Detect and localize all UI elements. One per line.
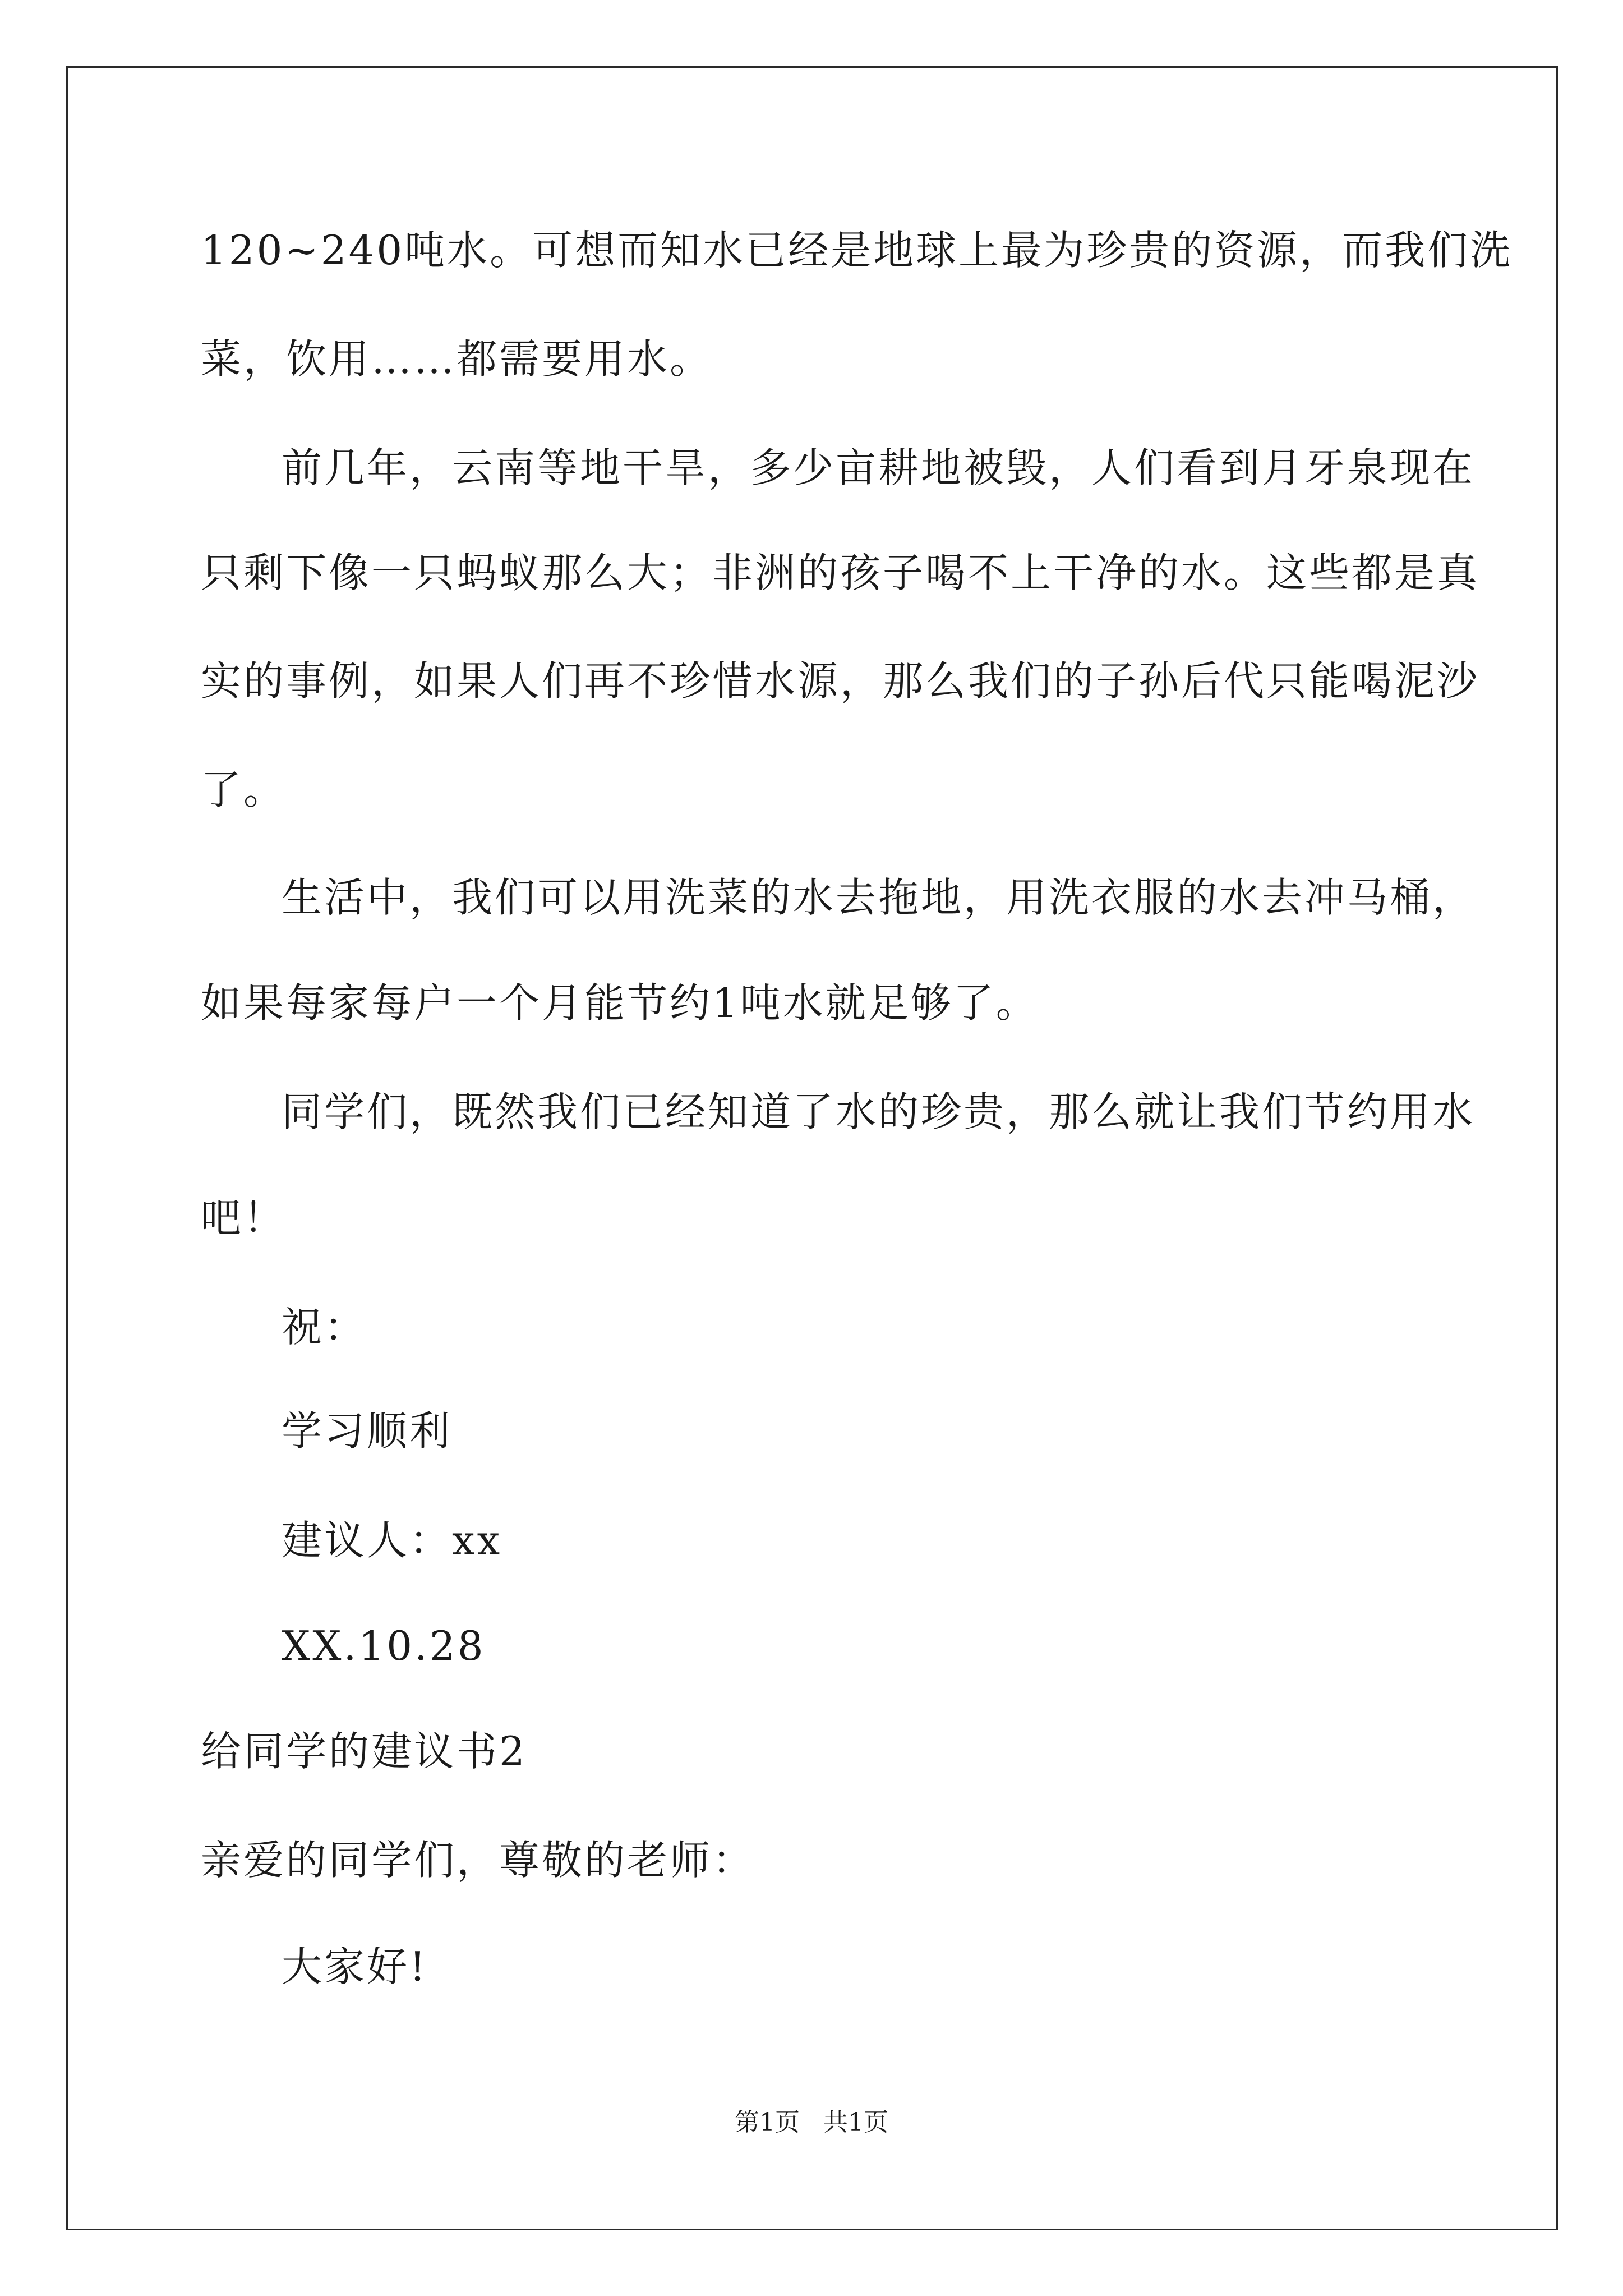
text-line: 实的事例，如果人们再不珍惜水源，那么我们的子孙后代只能喝泥沙	[201, 657, 1480, 705]
date-line: XX.10.28	[282, 1622, 486, 1669]
text-line: 只剩下像一只蚂蚁那么大；非洲的孩子喝不上干净的水。这些都是真	[201, 549, 1480, 596]
section-title: 给同学的建议书2	[201, 1728, 527, 1775]
paragraph-start: 同学们，既然我们已经知道了水的珍贵，那么就让我们节约用水	[282, 1088, 1476, 1135]
text-line: 菜，饮用……都需要用水。	[201, 335, 713, 383]
paragraph-start: 前几年，云南等地干旱，多少亩耕地被毁，人们看到月牙泉现在	[282, 444, 1476, 491]
page-border	[66, 66, 1558, 2230]
text-line: 如果每家每户一个月能节约1吨水就足够了。	[201, 979, 1039, 1027]
signature-line: 建议人：xx	[282, 1517, 502, 1564]
closing-salutation: 祝：	[282, 1304, 367, 1351]
text-line: 120~240吨水。可想而知水已经是地球上最为珍贵的资源，而我们洗	[201, 227, 1513, 274]
greeting-line: 亲爱的同学们，尊敬的老师：	[201, 1837, 755, 1884]
closing-wish: 学习顺利	[282, 1407, 453, 1455]
greeting-hello: 大家好!	[282, 1943, 428, 1990]
page-footer: 第1页 共1页	[735, 2108, 888, 2137]
paragraph-start: 生活中，我们可以用洗菜的水去拖地，用洗衣服的水去冲马桶，	[282, 874, 1476, 921]
text-line: 了。	[201, 766, 287, 813]
text-line: 吧！	[201, 1194, 287, 1241]
